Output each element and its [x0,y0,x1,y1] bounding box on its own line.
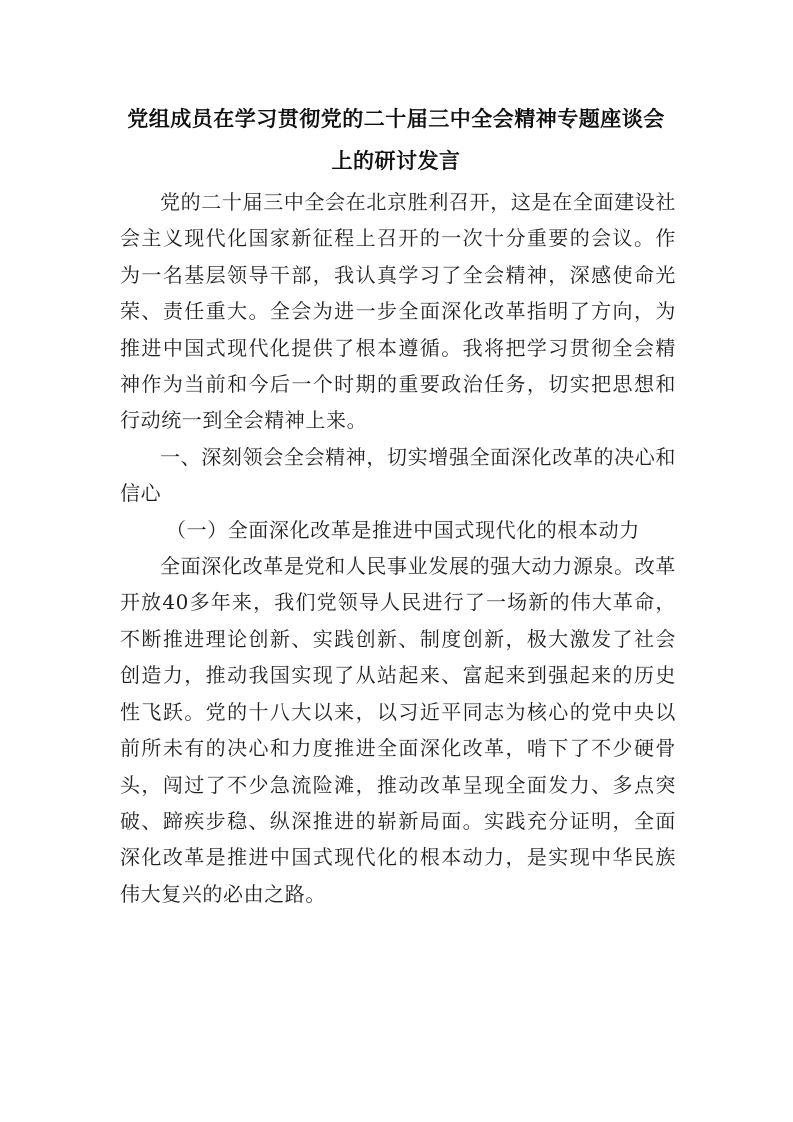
document-body [120,184,676,912]
paragraph-body: 全面深化改革是党和人民事业发展的强大动力源泉。改革开放40多年来，我们党领导人民进行了一场新的伟大革命，不断推进理论创新、实践创新、制度创新，极大激发了社会创造力，推动我国实现了从站起来、富起来到强起来的历史性飞跃。党的十八大以来，以习近平同志为核心的党中央以前所未有的决心和力度推进全面深化改革，啃下了不少硬骨头，闯过了不少急流险滩，推动改革呈现全面发力、多点突破、蹄疾步稳、纵深推进的崭新局面。实践充分证明，全面深化改革是推进中国式现代化的根本动力，是实现中华民族伟大复兴的必由之路。 [120,554,676,906]
paragraph-intro: 党的二十届三中全会在北京胜利召开，这是在全面建设社会主义现代化国家新征程上召开的一次十分重要的会议。作为一名基层领导干部，我认真学习了全会精神，深感使命光荣、责任重大。全会为进一步全面深化改革指明了方向，为推进中国式现代化提供了根本遵循。我将把学习贯彻全会精神作为当前和今后一个时期的重要政治任务，切实把思想和行动统一到全会精神上来。 [120,190,676,433]
section-heading: 一、深刻领会全会精神，切实增强全面深化改革的决心和信心 [120,444,676,506]
document-title-line-1: 党组成员在学习贯彻党的二十届三中全会精神专题座谈会 [127,107,665,131]
document-title-line-2: 上的研讨发言 [331,149,461,173]
subsection-heading: （一）全面深化改革是推进中国式现代化的根本动力 [166,517,640,542]
